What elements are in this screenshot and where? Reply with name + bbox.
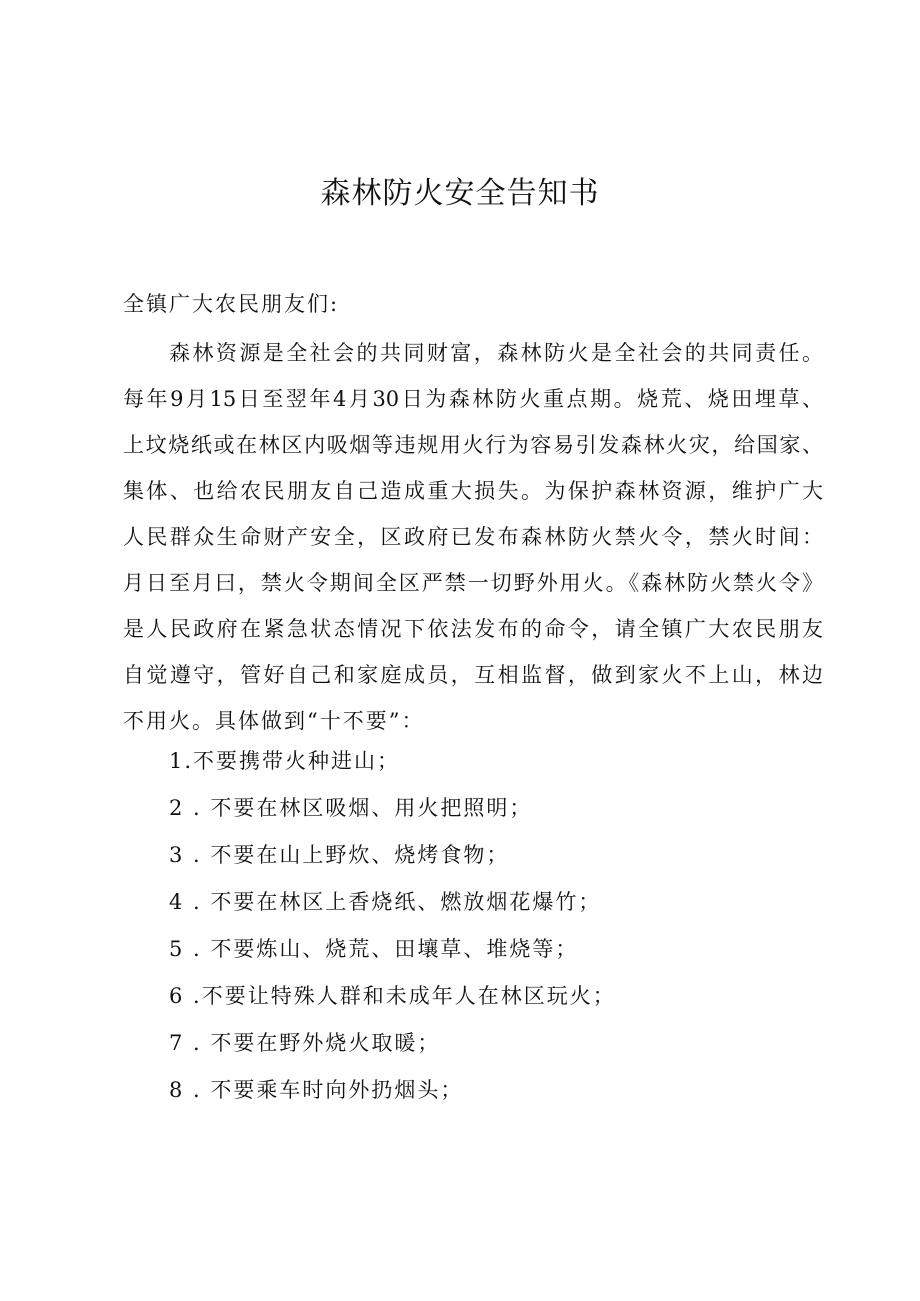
rule-item: 7 . 不要在野外烧火取暖； xyxy=(169,1031,441,1055)
paragraph-line: 上坟烧纸或在林区内吸烟等违规用火行为容易引发森林火灾，给国家、 xyxy=(123,433,823,457)
paragraph-line: 是人民政府在紧急状态情况下依法发布的命令，请全镇广大农民朋友 xyxy=(123,617,823,641)
rule-item: 4 . 不要在林区上香烧纸、燃放烟花爆竹； xyxy=(169,890,602,914)
rule-item: 6 .不要让特殊人群和未成年人在林区玩火； xyxy=(169,984,616,1008)
paragraph-line: 自觉遵守，管好自己和家庭成员，互相监督，做到家火不上山，林边 xyxy=(123,663,823,687)
paragraph-line: 森林资源是全社会的共同财富，森林防火是全社会的共同责任。 xyxy=(169,341,823,365)
rule-item: 3 . 不要在山上野炊、烧烤食物； xyxy=(169,843,510,867)
greeting: 全镇广大农民朋友们: xyxy=(123,292,340,316)
rule-item: 5 . 不要炼山、烧荒、田壤草、堆烧等； xyxy=(169,937,579,961)
paragraph-line: 不用火。具体做到“十不要”： xyxy=(123,709,425,733)
rules-list xyxy=(169,743,616,1119)
rule-item: 2 . 不要在林区吸烟、用火把照明； xyxy=(169,796,533,820)
paragraph-line: 集体、也给农民朋友自己造成重大损失。为保护森林资源，维护广大 xyxy=(123,479,823,503)
paragraph-line: 人民群众生命财产安全，区政府已发布森林防火禁火令，禁火时间： xyxy=(123,525,823,549)
rule-item: 8 . 不要乘车时向外扔烟头； xyxy=(169,1078,464,1102)
paragraph-line: 月日至月曰，禁火令期间全区严禁一切野外用火。《森林防火禁火令》 xyxy=(123,571,823,595)
document-title: 森林防火安全告知书 xyxy=(320,176,600,211)
paragraph-line: 每年9月15日至翌年4月30日为森林防火重点期。烧荒、烧田埋草、 xyxy=(123,387,823,411)
notice-paragraph xyxy=(123,335,823,749)
rule-item: 1.不要携带火种进山； xyxy=(169,749,401,773)
